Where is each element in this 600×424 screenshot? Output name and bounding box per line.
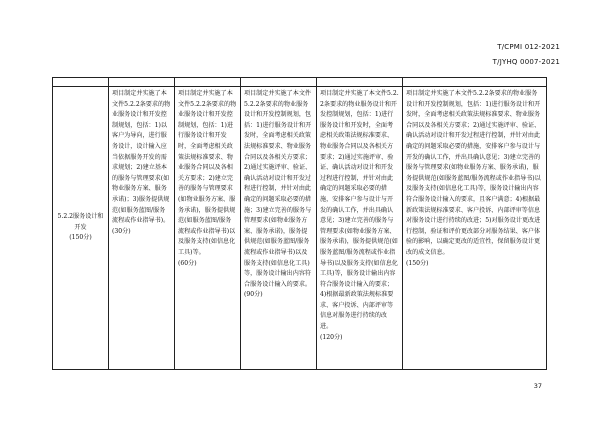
standard-code-jyhq: T/JYHQ 0007-2021 [492,58,560,66]
table-cell [241,78,317,87]
level-5-text: 项目制定并实施了本文件5.2.2条要求的物业服务设计和开发控制规划，包括：1)进行服务设计和开发时，全面考虑相关政策法规标准要求、物业服务合同以及各相关方要求；2)通过实施评审、验证、确认活动对设计和开发过程进行控制，并针对由此确定的问题采取必要的措施，安排客户参与设计与开发的确认工作，并出具确认意见；3)建立完善的服务与管理要求(如物业服务方案、服务承诺)，服务提供规范(如服务蓝图/服务流程或作业指导书)以及服务支持(如信息化工具)等，服务设计输出内容符合服务设计输入的要求，且客户满意；4)根据最新政策法规标准要求、客户投诉、内部评审等信息对服务设计进行持续的改进；5)对服务设计更改进行控制，验证和评价更改部分对服务结果、客户体验的影响，以确定更改的适宜性，保留服务设计更改的成文信息。 [406,90,541,256]
table-cell [109,78,175,87]
level-5-score: (150分) [406,259,429,267]
evaluation-table [52,77,547,370]
item-score: (150分) [69,234,92,242]
level-3-cell [241,87,317,370]
level-2-cell [175,87,241,370]
table-cell [53,78,109,87]
level-2-score: (60分) [178,259,197,267]
table-cell [403,78,547,87]
table-cell [317,78,403,87]
level-1-cell [109,87,175,370]
level-5-cell [403,87,547,370]
item-title: 5.2.2服务设计和开发 [57,213,104,231]
level-3-score: (90分) [244,291,263,299]
table-cell [175,78,241,87]
table-header-row [53,78,547,87]
level-4-score: (120分) [320,333,343,341]
level-3-text: 项目制定并实施了本文件5.2.2条要求的物业服务设计和开发控制规划，包括：1)进行服务设计和开发时，全面考虑相关政策法规标准要求、物业服务合同以及各相关方要求；2)通过实施评审、验证、确认活动对设计和开发过程进行控制，并针对由此确定的问题采取必要的措施；3)建立完善的服务与管理要求(如物业服务方案、服务承诺)，服务提供规范(如服务蓝图/服务流程或作业指导书)以及服务支持(如信息化工具)等，服务设计输出内容符合服务设计输入的要求。 [244,90,312,288]
standard-code-cpmi: T/CPMI 012-2021 [497,43,560,51]
level-4-text: 项目制定并实施了本文件5.2.2条要求的物业服务设计和开发控制规划，包括：1)进行服务设计和开发时，全面考虑相关政策法规标准要求、物业服务合同以及各相关方要求；2)通过实施评审、验证、确认活动对设计和开发过程进行控制，并针对由此确定的问题采取必要的措施，安排客户参与设计与开发的确认工作，并出具确认意见；3)建立完善的服务与管理要求(如物业服务方案、服务承诺)，服务提供规范(如服务蓝图/服务流程或作业指导书)以及服务支持(如信息化工具)等，服务设计输出内容符合服务设计输入的要求；4)根据最新政策法规标准要求、客户投诉、内部评审等信息对服务进行持续的改进。 [320,90,399,331]
level-1-text: 项目制定并实施了本文件5.2.2条要求的物业服务设计和开发控制规划，包括：1)以客户为导向，进行服务设计，设计输入应当依据服务开发的需求规划；2)建立基本的服务与管理要求(如物业服务方案、服务承诺)；3)服务提供规范(如服务蓝图/服务流程或作业指导书)。 [112,90,171,225]
page-number: 37 [533,382,542,390]
table-row [53,87,547,370]
level-4-cell [317,87,403,370]
item-cell [53,87,109,370]
level-1-score: (30分) [112,227,131,235]
level-2-text: 项目制定并实施了本文件5.2.2条要求的物业服务设计和开发控制规划，包括：1)进行服务设计和开发时，全面考虑相关政策法规标准要求、物业服务合同以及各相关方要求；2)建立完善的服务与管理要求(如物业服务方案、服务承诺)，服务提供规范(如服务蓝图/服务流程或作业指导书)以及服务支持(如信息化工具)等。 [178,90,237,256]
